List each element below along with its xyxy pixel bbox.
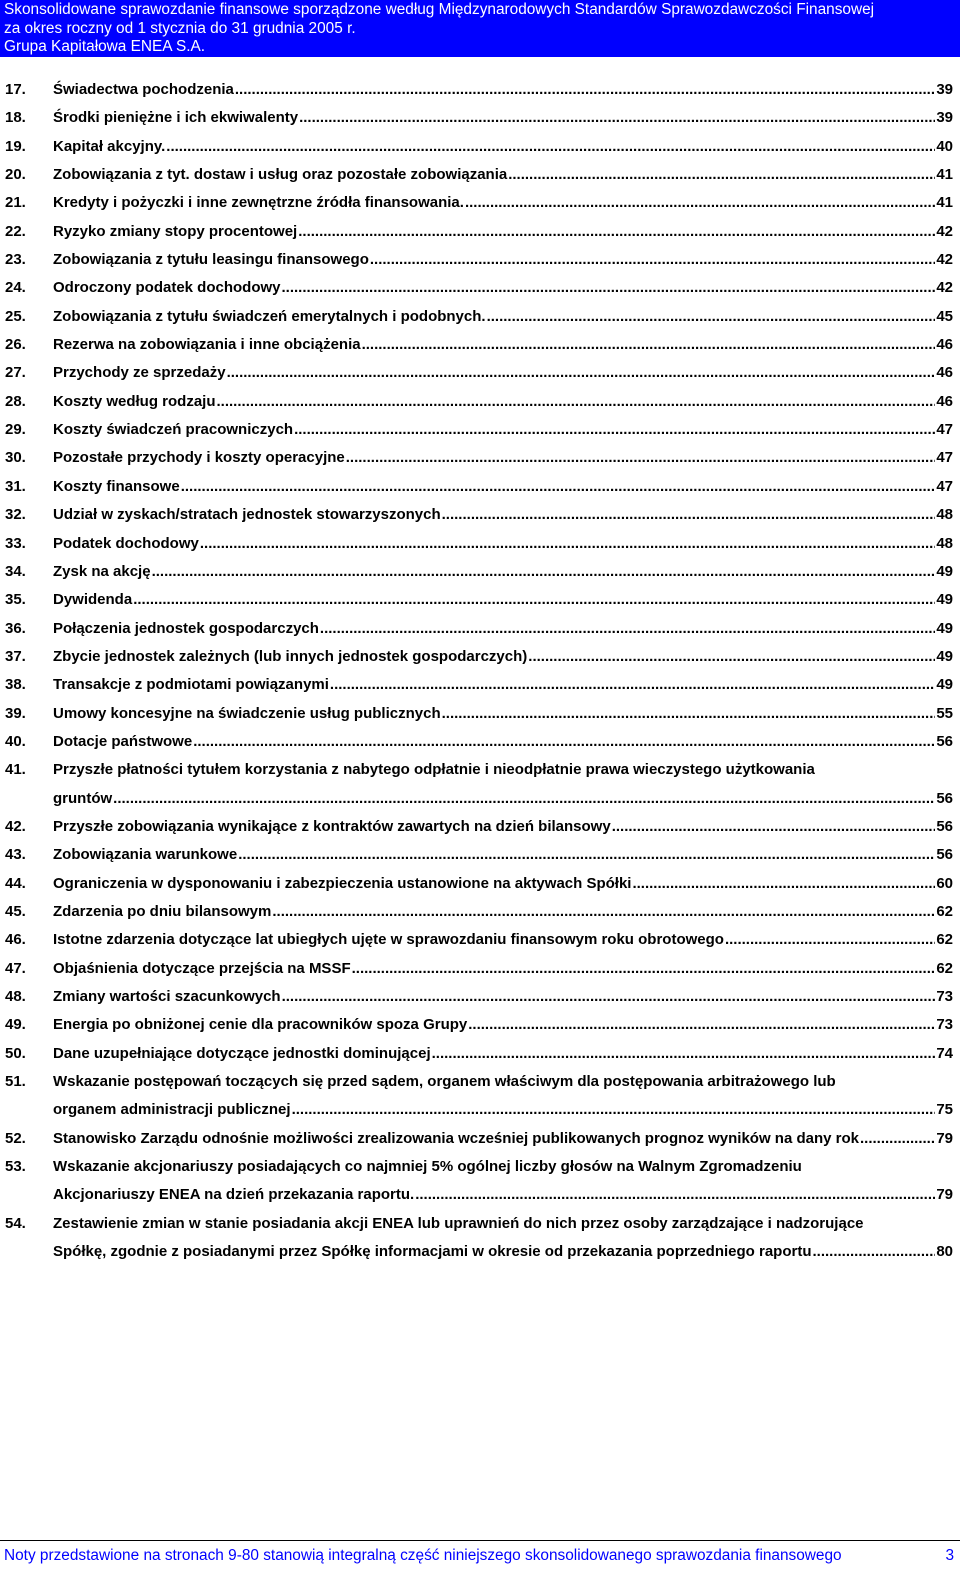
footer-note: Noty przedstawione na stronach 9-80 stanowią integralną część niniejszego skonsolidowanego sprawozdania finansowego	[4, 1547, 842, 1564]
toc-entry-number: 52.	[5, 1129, 26, 1147]
toc-entry-line	[53, 246, 953, 274]
toc-entry-line	[53, 359, 953, 387]
toc-entry[interactable]	[0, 671, 960, 699]
dot-leader	[272, 898, 935, 926]
toc-entry-number: 31.	[5, 477, 26, 495]
toc-entry[interactable]	[0, 530, 960, 558]
toc-entry-row	[0, 1153, 960, 1181]
toc-entry[interactable]	[0, 161, 960, 189]
toc-entry-title: Zysk na akcję	[53, 562, 151, 580]
toc-entry-row	[0, 1096, 960, 1124]
toc-entry-number: 54.	[5, 1214, 26, 1232]
toc-entry[interactable]	[0, 841, 960, 869]
toc-entry-page: 74	[936, 1044, 953, 1062]
toc-entry-line	[53, 756, 953, 784]
toc-entry-page: 42	[936, 251, 953, 269]
dot-leader	[528, 643, 935, 671]
dot-leader	[282, 274, 936, 302]
toc-entry-number: 25.	[5, 307, 26, 325]
toc-entry-number: 27.	[5, 364, 26, 382]
toc-entry-page: 56	[936, 817, 953, 835]
toc-entry-title: Ryzyko zmiany stopy procentowej	[53, 222, 298, 240]
toc-entry[interactable]	[0, 1040, 960, 1068]
toc-entry-row	[0, 586, 960, 614]
toc-entry-row	[0, 643, 960, 671]
toc-entry-title: Podatek dochodowy	[53, 534, 199, 552]
toc-entry-row	[0, 133, 960, 161]
toc-entry-title: Ograniczenia w dysponowaniu i zabezpieczenia ustanowione na aktywach Spółki	[53, 874, 632, 892]
toc-entry-row	[0, 104, 960, 132]
toc-entry-row	[0, 813, 960, 841]
toc-entry-line	[53, 643, 953, 671]
toc-entry-line	[53, 76, 953, 104]
toc-entry-title: Istotne zdarzenia dotyczące lat ubiegłych ujęte w sprawozdaniu finansowym roku obrotowego	[53, 931, 724, 949]
toc-entry-title: Odroczony podatek dochodowy	[53, 279, 281, 297]
toc-entry-number: 18.	[5, 109, 26, 127]
toc-entry-line	[53, 898, 953, 926]
toc-entry-row	[0, 274, 960, 302]
toc-entry-page: 46	[936, 392, 953, 410]
toc-entry-row	[0, 331, 960, 359]
toc-entry-title: Koszty finansowe	[53, 477, 180, 495]
toc-entry-page: 60	[936, 874, 953, 892]
dot-leader	[152, 558, 936, 586]
toc-entry-row	[0, 926, 960, 954]
toc-entry-row	[0, 530, 960, 558]
dot-leader	[193, 728, 935, 756]
toc-entry-line	[53, 133, 953, 161]
toc-entry-line	[53, 700, 953, 728]
toc-entry-line	[53, 161, 953, 189]
dot-leader	[442, 700, 936, 728]
toc-entry-row	[0, 473, 960, 501]
toc-entry-row	[0, 615, 960, 643]
toc-entry-row	[0, 359, 960, 387]
toc-entry-line	[53, 303, 953, 331]
toc-entry[interactable]	[0, 983, 960, 1011]
toc-entry[interactable]	[0, 218, 960, 246]
toc-entry[interactable]	[0, 756, 960, 813]
toc-entry-page: 56	[936, 789, 953, 807]
toc-entry-page: 62	[936, 959, 953, 977]
header-period: za okres roczny od 1 stycznia do 31 grudnia 2005 r.	[4, 19, 356, 37]
dot-leader	[320, 615, 935, 643]
toc-entry-line	[53, 1181, 953, 1209]
toc-entry-title: Akcjonariuszy ENEA na dzień przekazania raportu.	[53, 1186, 415, 1204]
toc-entry-line	[53, 1210, 953, 1238]
toc-entry-page: 47	[936, 477, 953, 495]
toc-entry-page: 56	[936, 846, 953, 864]
toc-entry-row	[0, 161, 960, 189]
toc-entry-number: 38.	[5, 676, 26, 694]
toc-entry-page: 48	[936, 534, 953, 552]
dot-leader	[468, 1011, 935, 1039]
toc-entry[interactable]	[0, 926, 960, 954]
toc-entry[interactable]	[0, 700, 960, 728]
toc-entry-number: 28.	[5, 392, 26, 410]
toc-entry-number: 35.	[5, 591, 26, 609]
toc-entry[interactable]	[0, 246, 960, 274]
toc-entry-title: Spółkę, zgodnie z posiadanymi przez Spółkę informacjami w okresie od przekazania poprzedniego raportu	[53, 1243, 812, 1261]
dot-leader	[487, 303, 936, 331]
toc-entry-number: 36.	[5, 619, 26, 637]
toc-entry-row	[0, 303, 960, 331]
dot-leader	[133, 586, 935, 614]
toc-entry[interactable]	[0, 274, 960, 302]
toc-entry-number: 46.	[5, 931, 26, 949]
toc-entry[interactable]	[0, 1210, 960, 1267]
toc-entry-line	[53, 189, 953, 217]
toc-entry-title: Przyszłe płatności tytułem korzystania z nabytego odpłatnie i nieodpłatnie prawa wieczystego użytkowania	[53, 761, 815, 779]
dot-leader	[235, 76, 935, 104]
dot-leader	[200, 530, 935, 558]
dot-leader	[330, 671, 935, 699]
toc-entry-title: Zobowiązania z tyt. dostaw i usług oraz pozostałe zobowiązania	[53, 166, 508, 184]
toc-entry[interactable]	[0, 104, 960, 132]
toc-entry-number: 41.	[5, 761, 26, 779]
toc-entry-number: 44.	[5, 874, 26, 892]
toc-entry-line	[53, 1068, 953, 1096]
toc-entry-line	[53, 1096, 953, 1124]
toc-entry-number: 20.	[5, 166, 26, 184]
toc-entry[interactable]	[0, 133, 960, 161]
toc-entry-page: 75	[936, 1101, 953, 1119]
toc-entry-page: 55	[936, 704, 953, 722]
toc-entry-number: 29.	[5, 421, 26, 439]
dot-leader	[860, 1125, 935, 1153]
toc-entry-number: 17.	[5, 81, 26, 98]
toc-entry-row	[0, 983, 960, 1011]
toc-entry-page: 47	[936, 449, 953, 467]
toc-entry-line	[53, 586, 953, 614]
toc-entry-page: 41	[936, 194, 953, 212]
dot-leader	[612, 813, 936, 841]
toc-entry-title: Zmiany wartości szacunkowych	[53, 988, 281, 1005]
dot-leader	[346, 444, 936, 472]
toc-entry-number: 47.	[5, 959, 26, 977]
toc-entry[interactable]	[0, 1125, 960, 1153]
dot-leader	[813, 1238, 936, 1266]
toc-entry-page: 48	[936, 506, 953, 524]
toc-entry-title: Środki pieniężne i ich ekwiwalenty	[53, 109, 299, 127]
toc-entry-title: Umowy koncesyjne na świadczenie usług publicznych	[53, 704, 441, 722]
toc-entry-row	[0, 1068, 960, 1096]
toc-entry-row	[0, 728, 960, 756]
toc-entry[interactable]	[0, 586, 960, 614]
toc-entry-title: Przychody ze sprzedaży	[53, 364, 226, 382]
toc-entry-row	[0, 218, 960, 246]
dot-leader	[181, 473, 936, 501]
toc-entry-line	[53, 841, 953, 869]
toc-entry-row	[0, 189, 960, 217]
toc-entry-title: Wskazanie postępowań toczących się przed sądem, organem właściwym dla postępowania arbitrażowego lub	[53, 1073, 836, 1091]
toc-entry[interactable]	[0, 416, 960, 444]
dot-leader	[442, 501, 936, 529]
toc-entry-row	[0, 1210, 960, 1238]
toc-entry-row	[0, 1181, 960, 1209]
toc-entry-number: 34.	[5, 562, 26, 580]
toc-entry-line	[53, 388, 953, 416]
toc-entry[interactable]	[0, 615, 960, 643]
toc-entry-row	[0, 1011, 960, 1039]
toc-entry[interactable]	[0, 444, 960, 472]
toc-entry-line	[53, 104, 953, 132]
toc-entry-title: Kredyty i pożyczki i inne zewnętrzne źródła finansowania.	[53, 194, 464, 212]
toc-entry-number: 39.	[5, 704, 26, 722]
toc-entry-title: organem administracji publicznej	[53, 1101, 291, 1119]
dot-leader	[166, 133, 935, 161]
toc-entry-line	[53, 955, 953, 983]
toc-entry-title: Przyszłe zobowiązania wynikające z kontraktów zawartych na dzień bilansowy	[53, 817, 611, 835]
document-footer	[0, 1540, 960, 1570]
toc-entry-row	[0, 1040, 960, 1068]
toc-entry-page: 42	[936, 279, 953, 297]
toc-entry-number: 53.	[5, 1158, 26, 1176]
dot-leader	[298, 218, 935, 246]
toc-entry-row	[0, 841, 960, 869]
toc-entry-page: 49	[936, 619, 953, 637]
dot-leader	[415, 1181, 935, 1209]
toc-entry-page: 73	[936, 1016, 953, 1034]
toc-entry-number: 19.	[5, 137, 26, 155]
toc-entry-title: Energia po obniżonej cenie dla pracowników spoza Grupy	[53, 1016, 468, 1034]
table-of-contents	[0, 76, 960, 1266]
toc-entry-number: 45.	[5, 902, 26, 920]
toc-entry-page: 49	[936, 562, 953, 580]
toc-entry-line	[53, 218, 953, 246]
toc-entry-line	[53, 785, 953, 813]
toc-entry-row	[0, 1125, 960, 1153]
toc-entry-title: Stanowisko Zarządu odnośnie możliwości zrealizowania wcześniej publikowanych prognoz wyników na dany rok	[53, 1129, 859, 1147]
toc-entry-title: Dane uzupełniające dotyczące jednostki dominującej	[53, 1044, 431, 1062]
toc-entry[interactable]	[0, 501, 960, 529]
toc-entry-line	[53, 331, 953, 359]
dot-leader	[282, 983, 936, 1011]
toc-entry-page: 56	[936, 732, 953, 750]
toc-entry-page: 47	[936, 421, 953, 439]
toc-entry-line	[53, 274, 953, 302]
toc-entry-row	[0, 501, 960, 529]
dot-leader	[238, 841, 935, 869]
toc-entry-title: Transakcje z podmiotami powiązanymi	[53, 676, 329, 694]
toc-entry-number: 22.	[5, 222, 26, 240]
dot-leader	[465, 189, 935, 217]
dot-leader	[370, 246, 935, 274]
toc-entry-number: 43.	[5, 846, 26, 864]
toc-entry-page: 79	[936, 1186, 953, 1204]
dot-leader	[432, 1040, 936, 1068]
dot-leader	[217, 388, 936, 416]
toc-entry-title: Zestawienie zmian w stanie posiadania akcji ENEA lub uprawnień do nich przez osoby zarządzające i nadzorujące	[53, 1214, 864, 1232]
toc-entry-line	[53, 813, 953, 841]
toc-entry-title: Pozostałe przychody i koszty operacyjne	[53, 449, 345, 467]
toc-entry-row	[0, 671, 960, 699]
toc-entry-row	[0, 246, 960, 274]
toc-entry-row	[0, 955, 960, 983]
toc-entry-page: 42	[936, 222, 953, 240]
toc-entry-number: 42.	[5, 817, 26, 835]
toc-entry-number: 40.	[5, 732, 26, 750]
toc-entry-number: 51.	[5, 1073, 26, 1091]
dot-leader	[299, 104, 935, 132]
toc-entry-title: Zobowiązania warunkowe	[53, 846, 238, 864]
toc-entry-line	[53, 501, 953, 529]
toc-entry-page: 79	[936, 1129, 953, 1147]
toc-entry-page: 49	[936, 676, 953, 694]
toc-entry-line	[53, 926, 953, 954]
toc-entry-number: 37.	[5, 647, 26, 665]
toc-entry-row	[0, 700, 960, 728]
toc-entry-title: Dywidenda	[53, 591, 133, 609]
toc-entry-title: Połączenia jednostek gospodarczych	[53, 619, 319, 637]
toc-entry[interactable]	[0, 473, 960, 501]
dot-leader	[113, 785, 935, 813]
toc-entry-page: 49	[936, 647, 953, 665]
dot-leader	[294, 416, 935, 444]
toc-entry-title: Zobowiązania z tytułu leasingu finansowego	[53, 251, 369, 269]
toc-entry-number: 23.	[5, 251, 26, 269]
toc-entry-line	[53, 416, 953, 444]
toc-entry-number: 49.	[5, 1016, 26, 1034]
toc-entry-line	[53, 444, 953, 472]
toc-entry-title: Zdarzenia po dniu bilansowym	[53, 902, 272, 920]
toc-entry-number: 50.	[5, 1044, 26, 1062]
toc-entry[interactable]	[0, 898, 960, 926]
toc-entry-page: 49	[936, 591, 953, 609]
toc-entry-title: Zbycie jednostek zależnych (lub innych jednostek gospodarczych)	[53, 647, 528, 665]
toc-entry[interactable]	[0, 189, 960, 217]
toc-entry-line	[53, 983, 953, 1011]
toc-entry-page: 41	[936, 166, 953, 184]
toc-entry[interactable]	[0, 331, 960, 359]
toc-entry-title: Koszty według rodzaju	[53, 392, 216, 410]
toc-entry-line	[53, 615, 953, 643]
dot-leader	[508, 161, 935, 189]
toc-entry-number: 48.	[5, 988, 26, 1005]
toc-entry-title: Objaśnienia dotyczące przejścia na MSSF	[53, 959, 351, 977]
toc-entry-line	[53, 1238, 953, 1266]
toc-entry-row	[0, 444, 960, 472]
toc-entry-row	[0, 785, 960, 813]
toc-entry-page: 45	[936, 307, 953, 325]
header-title: Skonsolidowane sprawozdanie finansowe sporządzone według Międzynarodowych Standardów Sprawozdawczości Finansowej	[4, 1, 875, 18]
toc-entry-number: 33.	[5, 534, 26, 552]
toc-entry[interactable]	[0, 955, 960, 983]
dot-leader	[292, 1096, 936, 1124]
toc-entry-row	[0, 870, 960, 898]
dot-leader	[352, 955, 936, 983]
toc-entry-number: 21.	[5, 194, 26, 212]
toc-entry-line	[53, 1153, 953, 1181]
toc-entry[interactable]	[0, 643, 960, 671]
document-header	[0, 0, 960, 57]
toc-entry-line	[53, 870, 953, 898]
toc-entry[interactable]	[0, 1068, 960, 1125]
page-number: 3	[945, 1547, 954, 1564]
toc-entry-line	[53, 728, 953, 756]
dot-leader	[362, 331, 936, 359]
toc-entry-row	[0, 1238, 960, 1266]
toc-entry-line	[53, 671, 953, 699]
toc-entry-title: Rezerwa na zobowiązania i inne obciążenia	[53, 336, 361, 354]
toc-entry-title: Dotacje państwowe	[53, 732, 193, 750]
toc-entry-title: Wskazanie akcjonariuszy posiadających co najmniej 5% ogólnej liczby głosów na Walnym Zgromadzeniu	[53, 1158, 802, 1176]
toc-entry-line	[53, 1011, 953, 1039]
toc-entry-page: 62	[936, 931, 953, 949]
toc-entry-page: 40	[936, 137, 953, 155]
toc-entry[interactable]	[0, 813, 960, 841]
toc-entry-number: 30.	[5, 449, 26, 467]
toc-entry-line	[53, 473, 953, 501]
toc-entry-page: 80	[936, 1243, 953, 1261]
dot-leader	[725, 926, 935, 954]
toc-entry-row	[0, 416, 960, 444]
toc-entry-title: Świadectwa pochodzenia	[53, 81, 234, 98]
toc-entry-line	[53, 558, 953, 586]
header-company: Grupa Kapitałowa ENEA S.A.	[4, 38, 206, 55]
toc-entry-line	[53, 530, 953, 558]
dot-leader	[632, 870, 935, 898]
toc-entry[interactable]	[0, 1153, 960, 1210]
toc-entry[interactable]	[0, 1011, 960, 1039]
toc-entry-row	[0, 388, 960, 416]
toc-entry-page: 62	[936, 902, 953, 920]
toc-entry[interactable]	[0, 870, 960, 898]
toc-entry-title: Koszty świadczeń pracowniczych	[53, 421, 294, 439]
toc-entry[interactable]	[0, 388, 960, 416]
toc-entry-title: Kapitał akcyjny.	[53, 137, 166, 155]
toc-entry[interactable]	[0, 76, 960, 104]
toc-entry[interactable]	[0, 728, 960, 756]
toc-entry-line	[53, 1125, 953, 1153]
toc-entry-page: 46	[936, 364, 953, 382]
toc-entry-page: 46	[936, 336, 953, 354]
toc-entry-row	[0, 558, 960, 586]
toc-entry-title: Udział w zyskach/stratach jednostek stowarzyszonych	[53, 506, 441, 524]
toc-entry-page: 73	[936, 988, 953, 1005]
toc-entry-number: 24.	[5, 279, 26, 297]
toc-entry-row	[0, 76, 960, 104]
toc-entry-row	[0, 756, 960, 784]
toc-entry-title: gruntów	[53, 789, 113, 807]
toc-entry-number: 32.	[5, 506, 26, 524]
toc-entry-row	[0, 898, 960, 926]
toc-entry[interactable]	[0, 359, 960, 387]
toc-entry-line	[53, 1040, 953, 1068]
toc-entry-page: 39	[936, 109, 953, 127]
toc-entry[interactable]	[0, 303, 960, 331]
toc-entry-number: 26.	[5, 336, 26, 354]
dot-leader	[227, 359, 936, 387]
toc-entry[interactable]	[0, 558, 960, 586]
toc-entry-title: Zobowiązania z tytułu świadczeń emerytalnych i podobnych.	[53, 307, 486, 325]
toc-entry-page: 39	[936, 81, 953, 98]
